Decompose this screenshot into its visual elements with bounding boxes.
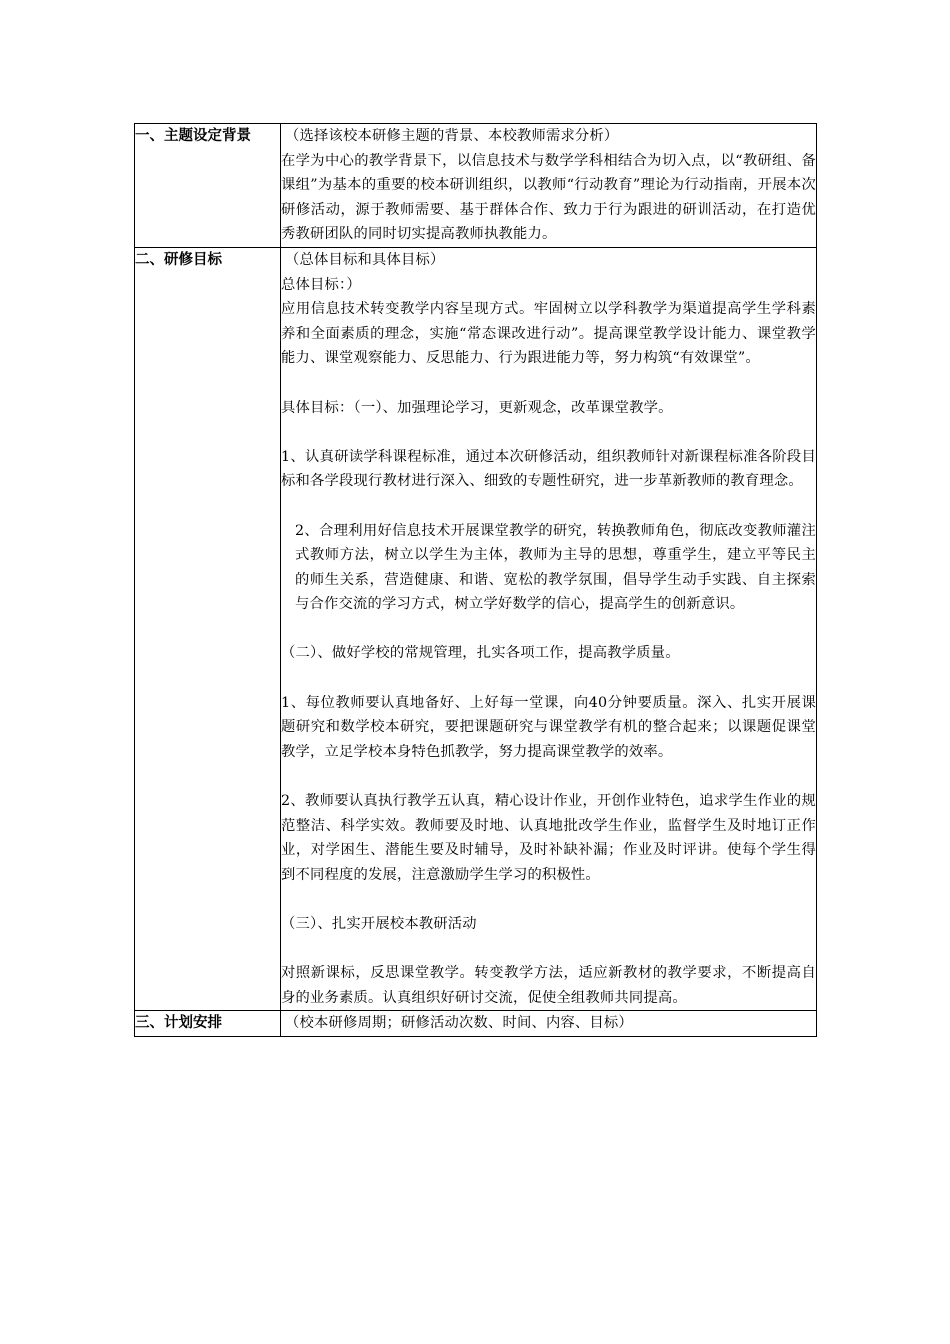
goal-item: 对照新课标，反思课堂教学。转变教学方法，适应新教材的教学要求，不断提高自身的业务素质。认真组织好研讨交流，促使全组教师共同提高。 — [281, 965, 816, 1006]
background-paragraph: 在学为中心的教学背景下，以信息技术与数学学科相结合为切入点，以“教研组、备课组”为基本的重要的校本研训组织，以教师“行动教育”理论为行动指南，开展本次研修活动，源于教师需要、基于群体合作、致力于行为跟进的研训活动，在打造优秀教研团队的同时切实提高教师执教能力。 — [281, 152, 816, 243]
goal-subheading: （二）、做好学校的常规管理，扎实各项工作，提高教学质量。 — [281, 645, 680, 662]
section-heading-background: 一、主题设定背景 — [135, 124, 281, 248]
section-heading-goals: 二、研修目标 — [135, 247, 281, 1010]
table-row-goals — [135, 247, 817, 1010]
table-row-background — [135, 124, 817, 248]
goal-item: 1、认真研读学科课程标准，通过本次研修活动，组织教师针对新课程标准各阶段目标和各学段现行教材进行深入、细致的专题性研究，进一步革新教师的教育理念。 — [281, 448, 816, 490]
section-body-background — [281, 124, 817, 248]
goal-item: 1、每位教师要认真地备好、上好每一堂课，向40分钟要质量。深入、扎实开展课题研究和数学校本研究，要把课题研究与课堂教学有机的整合起来；以课题促课堂教学，立足学校本身特色抓教学，努力提高课堂教学的效率。 — [281, 694, 816, 760]
goal-item: 2、教师要认真执行教学五认真，精心设计作业，开创作业特色，追求学生作业的规范整洁、科学实效。教师要及时地、认真地批改学生作业，监督学生及时地订正作业，对学困生、潜能生要及时辅导，及时补缺补漏；作业及时评讲。使每个学生得到不同程度的发展，注意激励学生学习的积极性。 — [281, 793, 816, 883]
section-body-goals — [281, 247, 817, 1010]
overall-goal-label: 总体目标：） — [281, 276, 361, 293]
section-hint: （总体目标和具体目标） — [285, 251, 445, 268]
section-heading-plan: 三、计划安排 — [135, 1011, 281, 1037]
specific-goal-label: 具体目标：（一）、加强理论学习，更新观念，改革课堂教学。 — [281, 399, 673, 416]
section-hint: （校本研修周期；研修活动次数、时间、内容、目标） — [285, 1015, 633, 1032]
plan-table — [134, 123, 817, 1037]
goal-item: 2、合理利用好信息技术开展课堂教学的研究，转换教师角色，彻底改变教师灌注式教师方法，树立以学生为主体，教师为主导的思想，尊重学生，建立平等民主的师生关系，营造健康、和谐、宽松的教学氛围，倡导学生动手实践、自主探索与合作交流的学习方式，树立学好数学的信心，提高学生的创新意识。 — [295, 522, 816, 613]
goal-subheading: （三）、扎实开展校本教研活动 — [281, 916, 477, 932]
overall-goal-text: 应用信息技术转变教学内容呈现方式。牢固树立以学科教学为渠道提高学生学科素养和全面素质的理念，实施“常态课改进行动”。提高课堂教学设计能力、课堂教学能力、课堂观察能力、反思能力、行为跟进能力等，努力构筑“有效课堂”。 — [281, 301, 816, 367]
table-row-plan — [135, 1011, 817, 1037]
section-hint: （选择该校本研修主题的背景、本校教师需求分析） — [285, 128, 619, 144]
section-body-plan — [281, 1011, 817, 1037]
